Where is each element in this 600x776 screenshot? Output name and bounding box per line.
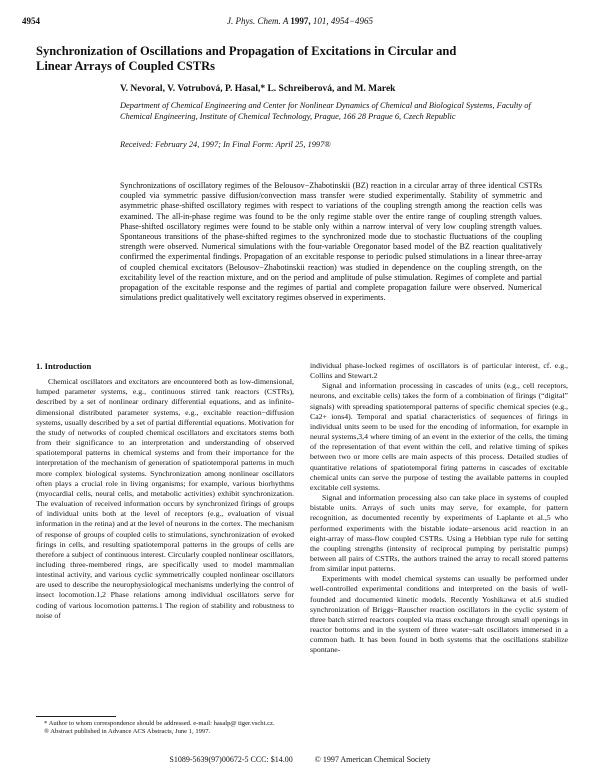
received-dates: Received: February 24, 1997; In Final Form: April 25, 1997® [120, 140, 331, 149]
footnote-correspondence: * Author to whom correspondence should be addressed. e-mail: hasalp@ tiger.vscht.cz. [44, 720, 275, 727]
page-footer [0, 755, 600, 764]
abstract: Synchronizations of oscillatory regimes of the Belousov−Zhabotinskii (BZ) reaction in a circular array of three identical CSTRs coupled via symmetric passive diffusion/convection mass transfer were studied experimentally. Stability of symmetric and asymmetric phase-shifted oscillatory regimes with respect to variations of the coupling strength among the reaction cells was examined. The all-in-phase regime was found to be the only regime stable over the entire range of coupling strength values. Phase-shifted oscillatory regimes were found to be stable only within a narrow interval of very low coupling strength values. Spontaneous transitions of the phase-shifted regimes to the synchronized mode due to stochastic fluctuations of the coupling strength were observed. Numerical simulations with the four-variable Oregonator based model of the BZ reaction qualitatively confirmed the experimental findings. Propagation of an excitable response to periodic pulsed stimulations in a linear three-array of coupled chemical excitators (Belousov−Zhabotinskii reaction) was studied in dependence on the coupling strength, on the excitability level of the reaction mixture, and on the period and amplitude of pulse stimulation. Regimes of complete and partial propagation of the excitable response and the regimes of partial and complete propagation failure were observed. Numerical simulations predict qualitatively well excitatory regimes observed in experiments. [120, 181, 542, 303]
copyright: © 1997 American Chemical Society [314, 755, 431, 764]
journal-volume-pages: 101, 4954−4965 [310, 16, 373, 26]
paper-title: Synchronization of Oscillations and Propagation of Excitations in Circular and Linear Arrays of Coupled CSTRs [36, 44, 457, 73]
article-code: S1089-5639(97)00672-5 CCC: $14.00 [169, 755, 293, 764]
intro-paragraph: Signal and information processing in cascades of units (e.g., cell receptors, neurons, and excitable cells) takes the form of a combination of firings (“digital” signals) with spreading spatiotemporal patterns of specific chemical species (e.g., Ca2+ ions4). Temporal and spatial characteristics of sequences of firings in individual units seem to be used for the encoding of information, for example in neural systems,3,4 where timing of an event in the exterior of the cells, the timing of the representation of that event within the cell, and relative timing of spikes between two or more cells are main aspects of this process. Detailed studies of quantitative relations of spatiotemporal firing patterns in cascades of excitable chemical units can serve the purpose of testing the available patterns in coupled excitable cell systems. [310, 381, 568, 492]
intro-paragraph: Chemical oscillators and excitators are encountered both as low-dimensional, lumped parameter systems, e.g., continuous stirred tank reactors (CSTRs), described by a set of nonlinear ordinary differential equations, and as infinite-dimensional distributed parameter systems, e.g., excitable reaction−diffusion systems, usually described by a set of partial differential equations. Motivation for the study of networks of coupled chemical oscillators and excitators stems both from their significance to an interpretation and understanding of observed spatiotemporal patterns in chemical systems and from their importance for the interpretation of the mechanism of generation of spatiotemporal patterns in much more complex biological systems. Synchronization among nonlinear oscillators often plays a crucial role in living organisms; for example, various biorhythms (myocardial cells, neural cells, and metabolic activities) exhibit synchronization. The evaluation of received information occurs by synchronized firings of groups of individual units both at the level of receptors (e.g., evaluation of visual information in the retina) and at the level of neurons in the cortex. The mechanism of response of groups of coupled cells to stimulations, synchronization of evoked firings in cells, and resulting spatiotemporal patterns in the groups of cells are therefore a subject of continuous interest. Circularly coupled nonlinear oscillators, including three-membered rings, are specifically used to model mammalian intestinal activity, and various cyclic symmetrically coupled nonlinear oscillators are used to describe the neurophysiological mechanisms underlying the control of insect locomotion.1,2 Phase relations among individual oscillators serve for coding of various locomotion patterns.1 The region of stability and robustness to noise of [36, 377, 294, 620]
intro-paragraph-continued: individual phase-locked regimes of oscillators is of particular interest, cf. e.g., Collins and Stewart.2 [310, 361, 568, 381]
author-list: V. Nevoral, V. Votrubová, P. Hasal,* L. Schreiberová, and M. Marek [120, 84, 396, 94]
journal-year: 1997, [290, 16, 311, 26]
running-header [22, 16, 578, 30]
footnotes [36, 716, 294, 737]
footnote-rule [36, 716, 116, 717]
journal-name: J. Phys. Chem. A [227, 16, 289, 26]
intro-paragraph: Signal and information processing also can take place in systems of coupled bistable units. Arrays of such units may serve, for example, for pattern recognition, as documented recently by experiments of Laplante et al.,5 who performed experiments with the bistable iodate−arsenous acid reaction in an eight-array of mass-flow coupled CSTRs. Using a Hebbian type rule for setting the coupling strengths (intensity of reciprocal pumping by peristaltic pumps) between all pairs of CSTRs, the authors trained the array to recall stored patterns from similar input patterns. [310, 493, 568, 574]
page-number: 4954 [22, 16, 40, 26]
left-column [36, 361, 294, 621]
journal-reference [22, 16, 578, 26]
intro-paragraph: Experiments with model chemical systems can usually be performed under well-controlled experimental conditions and interpreted on the basis of well-founded and documented kinetic models. Recently Yoshikawa et al.6 studied synchronization of Briggs−Rauscher reaction oscillators in the cyclic system of three batch stirred reactors coupled via mass exchange through small openings in reactor bottoms and in the system of three water−salt oscillators immersed in a common bath. It has been found in both systems that the oscillations stabilize spontane- [310, 574, 568, 655]
section-heading: 1. Introduction [36, 361, 92, 371]
right-column [310, 361, 568, 656]
affiliation: Department of Chemical Engineering and Center for Nonlinear Dynamics of Chemical and Biological Systems, Faculty of Chemical Engineering, Institute of Chemical Technology, Prague, 166 28 Prague 6, Czech Republic [120, 101, 531, 121]
footnote-abstract-published: ® Abstract published in Advance ACS Abstracts, June 1, 1997. [44, 728, 211, 736]
